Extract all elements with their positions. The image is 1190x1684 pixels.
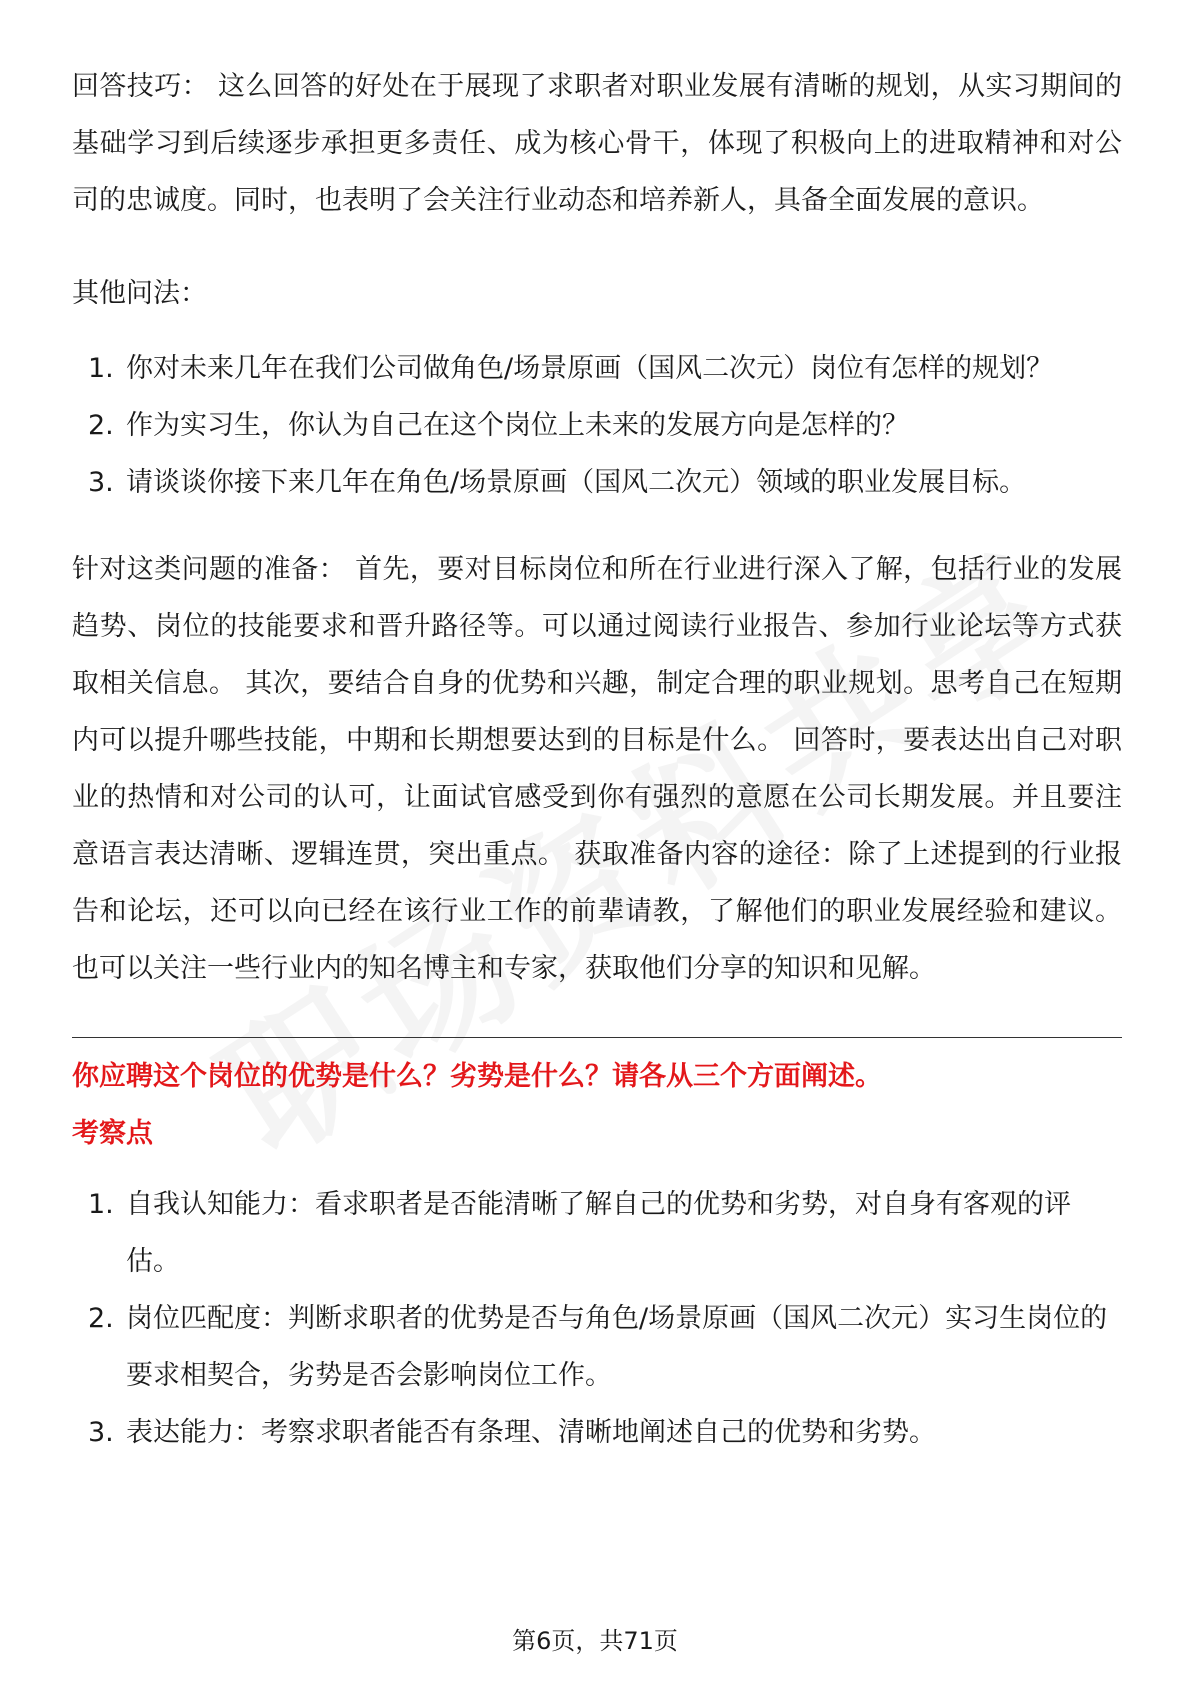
list-number: 2. bbox=[88, 410, 114, 441]
list-item bbox=[72, 397, 1122, 454]
list-item bbox=[72, 1404, 1122, 1461]
list-number: 3. bbox=[88, 1417, 114, 1448]
list-item-text: 表达能力：考察求职者能否有条理、清晰地阐述自己的优势和劣势。 bbox=[126, 1417, 936, 1448]
focus-points-heading: 考察点 bbox=[72, 1118, 153, 1149]
list-item bbox=[72, 340, 1122, 397]
list-item bbox=[72, 1176, 1122, 1290]
page-number-footer: 第6页，共71页 bbox=[512, 1627, 678, 1655]
other-questions-label: 其他问法： bbox=[72, 278, 207, 309]
question-title: 你应聘这个岗位的优势是什么？劣势是什么？请各从三个方面阐述。 bbox=[72, 1061, 882, 1092]
answer-tip-label: 回答技巧： bbox=[72, 71, 210, 102]
focus-points-list bbox=[72, 1176, 1122, 1461]
preparation-label: 针对这类问题的准备： bbox=[72, 554, 347, 585]
answer-tip-paragraph bbox=[72, 58, 1122, 229]
answer-tip-text: 这么回答的好处在于展现了求职者对职业发展有清晰的规划，从实习期间的基础学习到后续逐步承担更多责任、成为核心骨干，体现了积极向上的进取精神和对公司的忠诚度。同时，也表明了会关注行业动态和培养新人，具备全面发展的意识。 bbox=[72, 71, 1123, 216]
list-item-text: 自我认知能力：看求职者是否能清晰了解自己的优势和劣势，对自身有客观的评估。 bbox=[126, 1189, 1071, 1277]
list-item-text: 请谈谈你接下来几年在角色/场景原画（国风二次元）领域的职业发展目标。 bbox=[126, 467, 1027, 498]
list-item-text: 你对未来几年在我们公司做角色/场景原画（国风二次元）岗位有怎样的规划？ bbox=[126, 353, 1054, 384]
list-number: 3. bbox=[88, 467, 114, 498]
list-item bbox=[72, 454, 1122, 511]
list-number: 1. bbox=[88, 1189, 114, 1220]
preparation-paragraph bbox=[72, 541, 1122, 997]
list-number: 1. bbox=[88, 353, 114, 384]
other-questions-list bbox=[72, 340, 1122, 511]
page-content bbox=[72, 58, 1122, 1461]
list-number: 2. bbox=[88, 1303, 114, 1334]
list-item bbox=[72, 1290, 1122, 1404]
list-item-text: 岗位匹配度：判断求职者的优势是否与角色/场景原画（国风二次元）实习生岗位的要求相契合，劣势是否会影响岗位工作。 bbox=[126, 1303, 1108, 1391]
preparation-text: 首先，要对目标岗位和所在行业进行深入了解，包括行业的发展趋势、岗位的技能要求和晋升路径等。可以通过阅读行业报告、参加行业论坛等方式获取相关信息。 其次，要结合自身的优势和兴趣，制定合理的职业规划。思考自己在短期内可以提升哪些技能，中期和长期想要达到的目标是什么。 回答时，要表达出自己对职业的热情和对公司的认可，让面试官感受到你有强烈的意愿在公司长期发展。并且要注意语言表达清晰、逻辑连贯，突出重点。 获取准备内容的途径：除了上述提到的行业报告和论坛，还可以向已经在该行业工作的前辈请教，了解他们的职业发展经验和建议。也可以关注一些行业内的知名博主和专家，获取他们分享的知识和见解。 bbox=[72, 554, 1123, 984]
list-item-text: 作为实习生，你认为自己在这个岗位上未来的发展方向是怎样的？ bbox=[126, 410, 909, 441]
